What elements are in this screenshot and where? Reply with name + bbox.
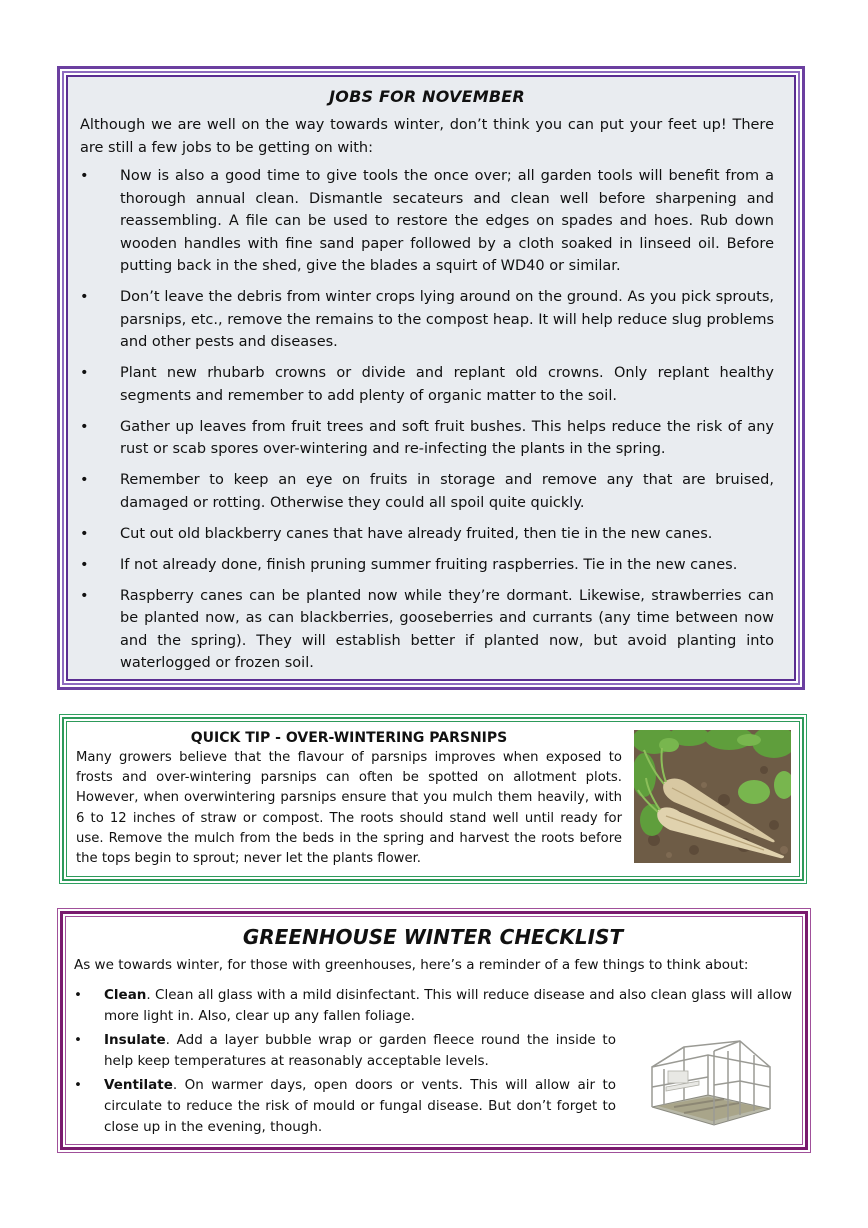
jobs-list-item (80, 523, 774, 546)
greenhouse-title: GREENHOUSE WINTER CHECKLIST (242, 925, 624, 949)
greenhouse-list-item (74, 1030, 616, 1072)
parsnips-image (634, 730, 791, 863)
jobs-item-text: If not already done, finish pruning summer fruiting raspberries. Tie in the new canes. (120, 556, 738, 573)
greenhouse-image (644, 1037, 774, 1132)
jobs-list-item (80, 286, 774, 354)
panel-border-middle (60, 911, 808, 1150)
panel-border-middle (62, 717, 804, 881)
greenhouse-intro: As we towards winter, for those with greenhouses, here’s a reminder of a few things to think about: (74, 957, 749, 973)
item-label: Insulate (104, 1032, 166, 1048)
jobs-item-text: Remember to keep an eye on fruits in storage and remove any that are bruised, damaged or rotting. Otherwise they could all spoil quite quickly. (120, 472, 774, 511)
bullet-icon: • (80, 168, 89, 184)
parsnips-photo (634, 730, 791, 863)
quick-tip-panel (59, 714, 807, 884)
tip-text-column (76, 730, 622, 869)
jobs-list-item (80, 585, 774, 675)
greenhouse-list-item (74, 985, 792, 1027)
bullet-icon: • (80, 365, 89, 381)
bullet-icon: • (74, 1032, 82, 1048)
jobs-title: JOBS FOR NOVEMBER (329, 87, 525, 106)
bullet-icon: • (80, 289, 89, 305)
jobs-for-november-panel (57, 66, 805, 690)
jobs-list-item (80, 165, 774, 278)
item-label: Ventilate (104, 1077, 173, 1093)
panel-content (65, 916, 803, 1145)
jobs-intro: Although we are well on the way towards winter, don’t think you can put your feet up! There are still a few jobs to be getting on with: (80, 117, 774, 156)
bullet-icon: • (80, 418, 89, 435)
jobs-item-text: Now is also a good time to give tools the once over; all garden tools will benefit from a thorough annual clean. Dismantle secateurs and clean well before sharpening and reassembling. A file can be used to restore the edges on spades and hoes. Rub down wooden handles with fine sand paper followed by a cloth soaked in linseed oil. Before putting back in the shed, give the blades a squirt of WD40 or similar. (120, 168, 774, 274)
item-label: Clean (104, 987, 147, 1003)
bullet-icon: • (80, 472, 89, 488)
jobs-item-text: Raspberry canes can be planted now while they’re dormant. Likewise, strawberries can be planted now, as can blackberries, gooseberries and currants (any time between now and the spring). They will establish better if planted now, but avoid planting into waterlogged or frozen soil. (120, 587, 774, 671)
bullet-icon: • (74, 987, 82, 1003)
bullet-icon: • (80, 556, 89, 573)
jobs-item-text: Plant new rhubarb crowns or divide and replant old crowns. Only replant healthy segments and remember to add plenty of organic matter to the soil. (120, 365, 774, 404)
panel-content (66, 75, 796, 681)
panel-content (66, 721, 800, 877)
jobs-list-item (80, 554, 774, 577)
jobs-item-text: Cut out old blackberry canes that have already fruited, then tie in the new canes. (120, 525, 713, 542)
quick-tip-body: Many growers believe that the flavour of parsnips improves when exposed to frosts and over-wintering parsnips can often be spotted on allotment plots. However, when overwintering parsnips ensure that you mulch them heavily, with 6 to 12 inches of straw or compost. The roots should stand well until ready for use. Remove the mulch from the beds in the spring and harvest the roots before the tops begin to sprout; never let the plants flower. (76, 750, 622, 867)
item-text: . Add a layer bubble wrap or garden fleece round the inside to help keep temperatures at reasonably acceptable levels. (104, 1032, 616, 1069)
bullet-icon: • (80, 525, 89, 542)
greenhouse-illustration (644, 1037, 774, 1132)
jobs-list-item (80, 362, 774, 407)
item-text: . On warmer days, open doors or vents. This will allow air to circulate to reduce the risk of mould or fungal disease. But don’t forget to close up in the evening, though. (104, 1077, 616, 1135)
panel-border-middle (62, 71, 800, 685)
greenhouse-checklist-panel (57, 908, 811, 1153)
bullet-icon: • (74, 1077, 82, 1093)
jobs-item-text: Don’t leave the debris from winter crops lying around on the ground. As you pick sprouts, parsnips, etc., remove the remains to the compost heap. It will help reduce slug problems and other pests and diseases. (120, 289, 774, 350)
greenhouse-list-item (74, 1075, 616, 1138)
jobs-list-item (80, 416, 774, 461)
item-text: . Clean all glass with a mild disinfectant. This will reduce disease and also clean glass will allow more light in. Also, clear up any fallen foliage. (104, 987, 792, 1024)
bullet-icon: • (80, 587, 89, 604)
jobs-item-text: Gather up leaves from fruit trees and soft fruit bushes. This helps reduce the risk of any rust or scab spores over-wintering and re-infecting the plants in the spring. (120, 418, 774, 457)
quick-tip-title: QUICK TIP - OVER-WINTERING PARSNIPS (190, 730, 508, 746)
jobs-list-item (80, 469, 774, 514)
jobs-list (80, 165, 774, 675)
